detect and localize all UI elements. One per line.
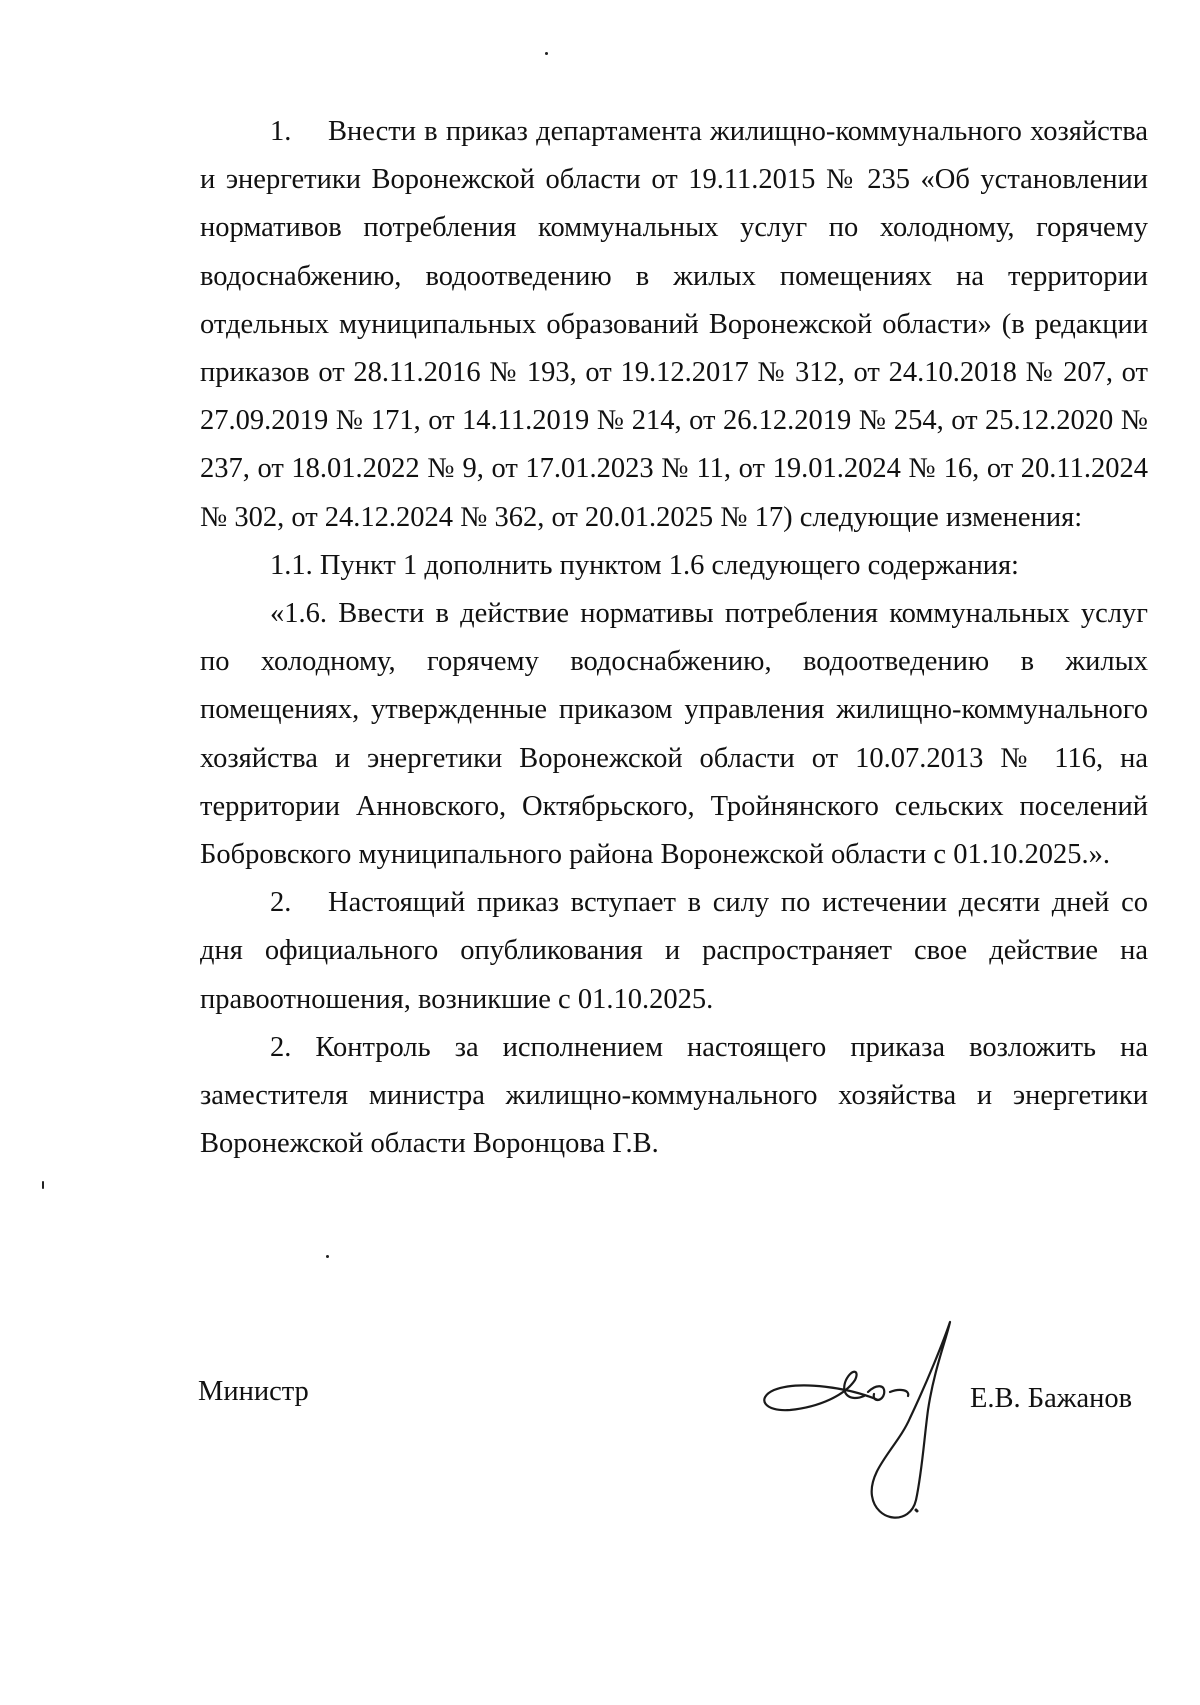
item-text: Настоящий приказ вступает в силу по истечении десяти дней со дня официального опубликования и распространяет свое действие на правоотношения, возникшие с 01.10.2025.	[200, 887, 1148, 1015]
document-body	[200, 108, 1148, 1168]
scan-speck	[545, 52, 548, 55]
item-text: 1.1. Пункт 1 дополнить пунктом 1.6 следующего содержания:	[270, 549, 1019, 581]
item-text: Внести в приказ департамента жилищно-коммунального хозяйства и энергетики Воронежской области от 19.11.2015 № 235 «Об установлении нормативов потребления коммунальных услуг по холодному, горячему водоснабжению, водоотведению в жилых помещениях на территории отдельных муниципальных образований Воронежской области» (в редакции приказов от 28.11.2016 № 193, от 19.12.2017 № 312, от 24.10.2018 № 207, от 27.09.2019 № 171, от 14.11.2019 № 214, от 26.12.2019 № 254, от 25.12.2020 № 237, от 18.01.2022 № 9, от 17.01.2023 № 11, от 19.01.2024 № 16, от 20.11.2024 № 302, от 24.12.2024 № 362, от 20.01.2025 № 17) следующие изменения:	[200, 116, 1148, 533]
paragraph-item-1-6	[200, 590, 1148, 879]
scan-speck	[42, 1181, 44, 1189]
paragraph-item-2-effective	[200, 879, 1148, 1024]
paragraph-item-1-1	[200, 542, 1148, 590]
handwritten-signature	[760, 1300, 960, 1530]
signatory-name: Е.В. Бажанов	[970, 1383, 1133, 1414]
item-number: 2.	[270, 887, 292, 919]
paragraph-item-1	[200, 108, 1148, 542]
paragraph-item-2-control	[200, 1024, 1148, 1169]
item-number: 1.	[270, 116, 292, 147]
scan-speck	[326, 1255, 329, 1258]
signatory-position: Министр	[198, 1376, 309, 1407]
item-text: 2. Контроль за исполнением настоящего приказа возложить на заместителя министра жилищно-коммунального хозяйства и энергетики Воронежской области Воронцова Г.В.	[200, 1031, 1148, 1160]
item-text: «1.6. Ввести в действие нормативы потребления коммунальных услуг по холодному, горячему водоснабжению, водоотведению в жилых помещениях, утвержденные приказом управления жилищно-коммунального хозяйства и энергетики Воронежской области от 10.07.2013 № 116, на территории Анновского, Октябрьского, Тройнянского сельских поселений Бобровского муниципального района Воронежской области с 01.10.2025.».	[200, 598, 1148, 871]
